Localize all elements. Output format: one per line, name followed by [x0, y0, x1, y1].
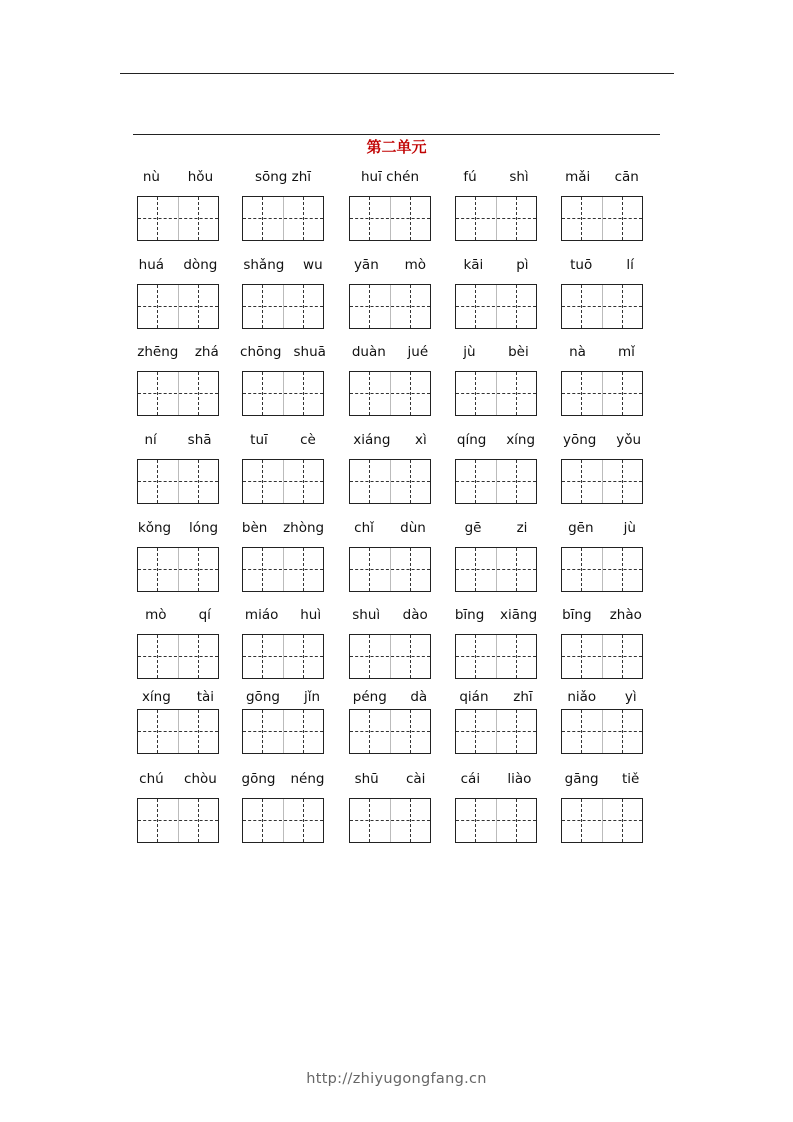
pinyin-syllable: shuì	[352, 607, 381, 623]
pinyin-syllable: jù	[463, 344, 476, 360]
pinyin-syllable: bīng	[454, 607, 485, 623]
character-writing-box[interactable]	[137, 547, 219, 592]
guide-line	[243, 393, 323, 394]
character-writing-box[interactable]	[137, 196, 219, 241]
pinyin-syllable: xiáng	[353, 432, 391, 448]
guide-line	[350, 393, 430, 394]
pinyin-syllable: mò	[145, 607, 167, 623]
pinyin-syllable: xíng	[506, 432, 536, 448]
guide-line	[350, 731, 430, 732]
pinyin-syllable: chòu	[184, 771, 217, 787]
character-writing-box[interactable]	[455, 709, 537, 754]
character-writing-box[interactable]	[455, 371, 537, 416]
pinyin-syllable: péng	[352, 689, 387, 705]
pinyin-label	[447, 257, 545, 273]
guide-line	[562, 731, 642, 732]
pinyin-label	[553, 689, 651, 705]
exercise-row	[0, 771, 793, 843]
pinyin-syllable: jù	[623, 520, 636, 536]
pinyin-syllable: pì	[516, 257, 529, 273]
pinyin-label	[447, 432, 545, 448]
pinyin-label	[129, 520, 227, 536]
pinyin-label	[234, 432, 332, 448]
guide-line	[138, 820, 218, 821]
character-writing-box[interactable]	[455, 798, 537, 843]
pinyin-syllable: fú	[463, 169, 477, 185]
pinyin-syllable: zhòng	[283, 520, 325, 536]
pinyin-label	[234, 344, 332, 360]
character-writing-box[interactable]	[455, 196, 537, 241]
unit-title: 第二单元	[366, 138, 427, 156]
pinyin-label	[234, 771, 332, 787]
exercise-row	[0, 607, 793, 697]
footer-url: http://zhiyugongfang.cn	[306, 1071, 487, 1087]
pinyin-syllable: mǎi	[565, 169, 591, 185]
guide-line	[562, 569, 642, 570]
guide-line	[243, 656, 323, 657]
guide-line	[138, 218, 218, 219]
pinyin-label	[341, 520, 439, 536]
pinyin-syllable: cè	[300, 432, 316, 448]
guide-line	[138, 656, 218, 657]
guide-line	[350, 306, 430, 307]
pinyin-label	[553, 344, 651, 360]
pinyin-label	[341, 169, 439, 185]
pinyin-syllable: wu	[303, 257, 323, 273]
guide-line	[456, 569, 536, 570]
pinyin-syllable: shì	[509, 169, 529, 185]
exercise-row	[0, 432, 793, 522]
character-writing-box[interactable]	[455, 547, 537, 592]
character-writing-box[interactable]	[561, 196, 643, 241]
pinyin-label	[553, 520, 651, 536]
pinyin-syllable: huá	[138, 257, 165, 273]
pinyin-label	[341, 344, 439, 360]
pinyin-syllable: chōng	[240, 344, 282, 360]
character-writing-box[interactable]	[349, 547, 431, 592]
guide-line	[562, 656, 642, 657]
pinyin-label	[234, 169, 332, 185]
character-writing-box[interactable]	[455, 459, 537, 504]
pinyin-label	[447, 607, 545, 623]
guide-line	[456, 218, 536, 219]
pinyin-syllable: yì	[624, 689, 637, 705]
pinyin-label	[234, 520, 332, 536]
pinyin-syllable: nù	[142, 169, 160, 185]
character-writing-box[interactable]	[349, 196, 431, 241]
pinyin-label	[234, 257, 332, 273]
exercise-row	[0, 257, 793, 347]
pinyin-label	[553, 607, 651, 623]
character-writing-box[interactable]	[137, 709, 219, 754]
character-writing-box[interactable]	[561, 371, 643, 416]
character-writing-box[interactable]	[349, 798, 431, 843]
pinyin-label	[553, 432, 651, 448]
pinyin-label	[447, 520, 545, 536]
guide-line	[456, 393, 536, 394]
character-writing-box[interactable]	[242, 284, 324, 329]
pinyin-syllable: shuā	[293, 344, 326, 360]
guide-line	[456, 731, 536, 732]
pinyin-label	[553, 771, 651, 787]
guide-line	[562, 393, 642, 394]
pinyin-syllable: chǐ	[354, 520, 374, 536]
character-writing-box[interactable]	[137, 634, 219, 679]
pinyin-syllable: cài	[405, 771, 426, 787]
pinyin-label	[341, 432, 439, 448]
pinyin-syllable: shū	[354, 771, 379, 787]
character-writing-box[interactable]	[561, 547, 643, 592]
pinyin-label	[553, 169, 651, 185]
pinyin-label	[234, 689, 332, 705]
pinyin-syllable: bèi	[508, 344, 529, 360]
pinyin-label	[129, 169, 227, 185]
pinyin-syllable: gāng	[564, 771, 599, 787]
guide-line	[562, 481, 642, 482]
character-writing-box[interactable]	[242, 709, 324, 754]
pinyin-syllable: jué	[407, 344, 429, 360]
pinyin-syllable: dùn	[400, 520, 426, 536]
character-writing-box[interactable]	[561, 709, 643, 754]
pinyin-syllable: zhào	[609, 607, 642, 623]
pinyin-syllable: zhēng	[137, 344, 179, 360]
guide-line	[562, 820, 642, 821]
character-writing-box[interactable]	[137, 798, 219, 843]
character-writing-box[interactable]	[561, 284, 643, 329]
pinyin-syllable: bèn	[241, 520, 268, 536]
character-writing-box[interactable]	[561, 798, 643, 843]
pinyin-syllable: gēn	[568, 520, 594, 536]
pinyin-syllable: sōng zhī	[254, 169, 312, 185]
guide-line	[138, 306, 218, 307]
pinyin-syllable: tuī	[250, 432, 268, 448]
pinyin-syllable: hǒu	[187, 169, 214, 185]
pinyin-syllable: shā	[187, 432, 212, 448]
pinyin-syllable: lóng	[188, 520, 219, 536]
character-writing-box[interactable]	[349, 634, 431, 679]
pinyin-syllable: mǐ	[618, 344, 635, 360]
guide-line	[243, 731, 323, 732]
pinyin-syllable: ní	[144, 432, 157, 448]
pinyin-syllable: xì	[414, 432, 427, 448]
character-writing-box[interactable]	[242, 798, 324, 843]
pinyin-syllable: lí	[626, 257, 634, 273]
character-writing-box[interactable]	[242, 196, 324, 241]
exercise-row	[0, 520, 793, 610]
pinyin-syllable: gōng	[241, 771, 276, 787]
guide-line	[456, 481, 536, 482]
pinyin-syllable: cān	[614, 169, 639, 185]
guide-line	[138, 569, 218, 570]
pinyin-syllable: dào	[402, 607, 428, 623]
pinyin-syllable: kāi	[463, 257, 484, 273]
character-writing-box[interactable]	[349, 459, 431, 504]
pinyin-label	[341, 771, 439, 787]
pinyin-syllable: tuō	[570, 257, 593, 273]
guide-line	[456, 306, 536, 307]
character-writing-box[interactable]	[242, 459, 324, 504]
pinyin-label	[341, 689, 439, 705]
pinyin-label	[129, 344, 227, 360]
pinyin-syllable: yǒu	[616, 432, 642, 448]
guide-line	[350, 656, 430, 657]
pinyin-label	[447, 689, 545, 705]
pinyin-label	[234, 607, 332, 623]
exercise-row	[0, 344, 793, 434]
pinyin-label	[129, 689, 227, 705]
pinyin-syllable: xíng	[141, 689, 171, 705]
pinyin-syllable: shǎng	[243, 257, 285, 273]
character-writing-box[interactable]	[137, 284, 219, 329]
character-writing-box[interactable]	[455, 634, 537, 679]
pinyin-syllable: yān	[353, 257, 379, 273]
character-writing-box[interactable]	[137, 371, 219, 416]
pinyin-syllable: néng	[290, 771, 325, 787]
pinyin-label	[341, 257, 439, 273]
character-writing-box[interactable]	[561, 634, 643, 679]
pinyin-syllable: nà	[569, 344, 586, 360]
pinyin-syllable: cái	[460, 771, 481, 787]
character-writing-box[interactable]	[561, 459, 643, 504]
guide-line	[350, 820, 430, 821]
pinyin-syllable: huì	[300, 607, 322, 623]
guide-line	[456, 820, 536, 821]
pinyin-syllable: zhī	[513, 689, 533, 705]
pinyin-label	[129, 432, 227, 448]
pinyin-syllable: gē	[464, 520, 482, 536]
pinyin-label	[447, 344, 545, 360]
pinyin-syllable: liào	[507, 771, 532, 787]
guide-line	[350, 481, 430, 482]
pinyin-syllable: mò	[404, 257, 427, 273]
pinyin-label	[341, 607, 439, 623]
guide-line	[562, 306, 642, 307]
pinyin-label	[447, 771, 545, 787]
pinyin-syllable: tiě	[621, 771, 640, 787]
pinyin-syllable: miáo	[244, 607, 279, 623]
pinyin-syllable: duàn	[351, 344, 386, 360]
character-writing-box[interactable]	[349, 284, 431, 329]
guide-line	[456, 656, 536, 657]
guide-line	[350, 218, 430, 219]
pinyin-syllable: dà	[410, 689, 428, 705]
pinyin-syllable: zi	[516, 520, 528, 536]
guide-line	[243, 820, 323, 821]
pinyin-syllable: qí	[198, 607, 211, 623]
pinyin-syllable: dòng	[183, 257, 218, 273]
pinyin-syllable: niǎo	[567, 689, 597, 705]
pinyin-syllable: xiāng	[500, 607, 538, 623]
pinyin-syllable: jǐn	[303, 689, 320, 705]
character-writing-box[interactable]	[242, 371, 324, 416]
pinyin-label	[447, 169, 545, 185]
guide-line	[243, 481, 323, 482]
pinyin-syllable: bīng	[562, 607, 592, 623]
pinyin-syllable: kǒng	[137, 520, 172, 536]
guide-line	[138, 393, 218, 394]
guide-line	[562, 218, 642, 219]
exercise-row	[0, 169, 793, 259]
pinyin-syllable: yōng	[562, 432, 597, 448]
pinyin-syllable: qíng	[456, 432, 487, 448]
character-writing-box[interactable]	[455, 284, 537, 329]
character-writing-box[interactable]	[349, 371, 431, 416]
guide-line	[243, 306, 323, 307]
character-writing-box[interactable]	[242, 634, 324, 679]
guide-line	[243, 569, 323, 570]
pinyin-label	[553, 257, 651, 273]
character-writing-box[interactable]	[137, 459, 219, 504]
pinyin-syllable: gōng	[245, 689, 280, 705]
exercise-row	[0, 689, 793, 779]
pinyin-label	[129, 771, 227, 787]
pinyin-syllable: tài	[196, 689, 215, 705]
pinyin-syllable: zhá	[194, 344, 219, 360]
guide-line	[350, 569, 430, 570]
pinyin-label	[129, 607, 227, 623]
guide-line	[138, 481, 218, 482]
pinyin-syllable: huī chén	[361, 169, 419, 185]
guide-line	[138, 731, 218, 732]
pinyin-syllable: chú	[139, 771, 164, 787]
guide-line	[243, 218, 323, 219]
character-writing-box[interactable]	[349, 709, 431, 754]
pinyin-label	[129, 257, 227, 273]
character-writing-box[interactable]	[242, 547, 324, 592]
pinyin-syllable: qián	[459, 689, 489, 705]
